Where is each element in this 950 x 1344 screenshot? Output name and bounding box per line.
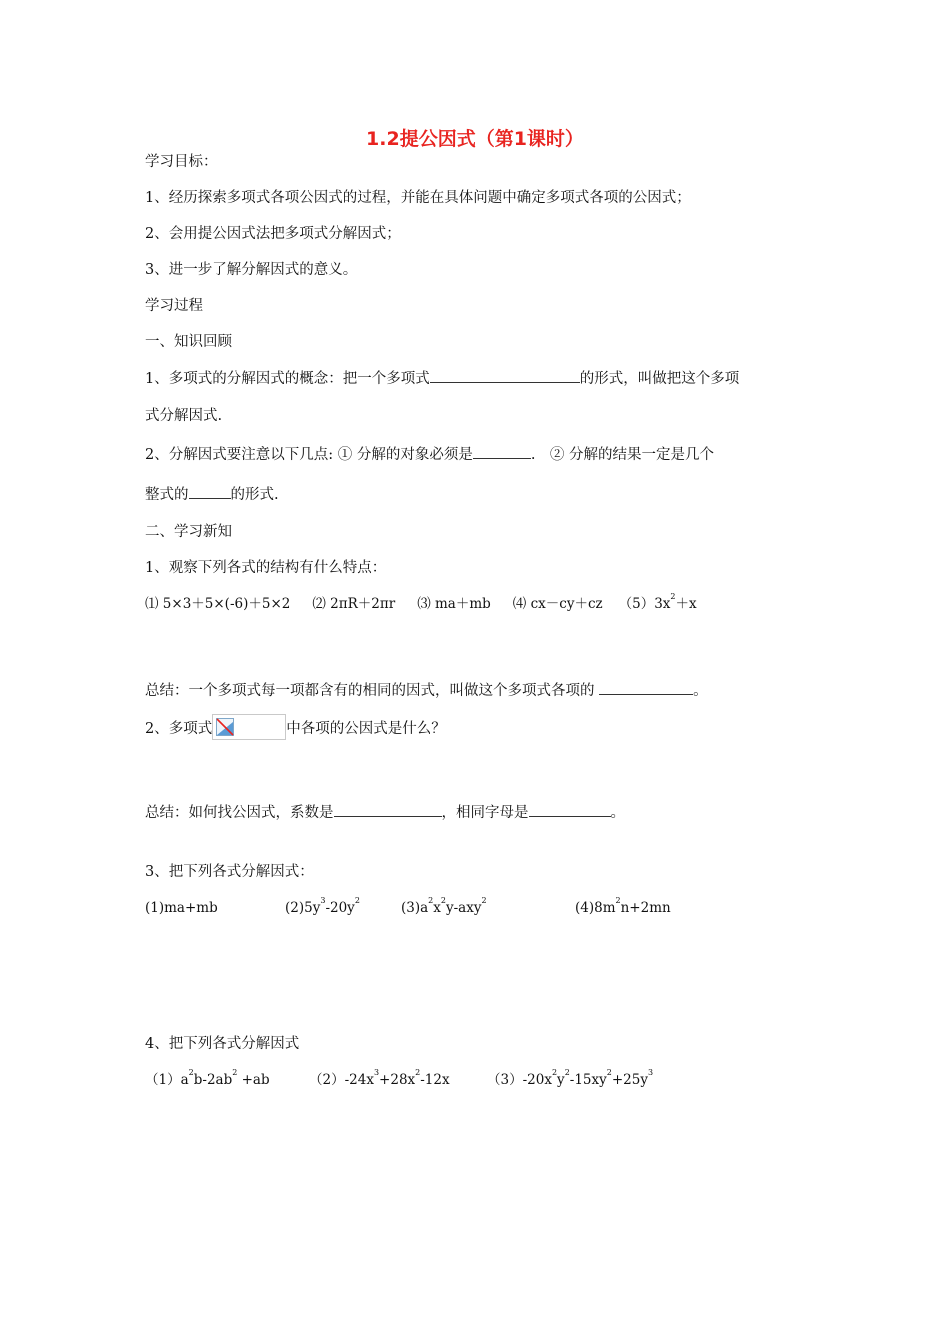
broken-image-placeholder: [212, 714, 286, 740]
summary2-text-b: ，相同字母是: [441, 805, 529, 821]
q1-expr-1: ⑴ 5×3＋5×(-6)＋5×2: [145, 596, 291, 612]
q1-expr-5: $(5)3x^2+x$: [618, 592, 697, 612]
fill-blank-4[interactable]: [599, 680, 693, 695]
q2-text-a: 2、多项式: [145, 721, 213, 737]
objectives-heading: 学习目标：: [145, 154, 218, 170]
fill-blank-6[interactable]: [529, 802, 611, 817]
q1-expressions: [145, 594, 825, 614]
summary-2: [145, 802, 825, 823]
summary1-text-a: 总结：一个多项式每一项都含有的相同的因式，叫做这个多项式各项的: [145, 683, 600, 699]
summary2-text-c: 。: [610, 805, 625, 821]
review1-text-a: 1、多项式的分解因式的概念：把一个多项式: [145, 371, 430, 387]
question-1: 1、观察下列各式的结构有什么特点：: [145, 560, 387, 576]
broken-image-icon: [216, 718, 234, 736]
question-2: [145, 716, 825, 742]
review2-cont: [145, 484, 825, 505]
fill-blank-5[interactable]: [334, 802, 442, 817]
q1-expr-2: ⑵ 2πR＋2πr: [312, 596, 396, 612]
q4-expressions: [145, 1070, 825, 1090]
q2-text-b: 中各项的公因式是什么？: [286, 721, 446, 737]
fill-blank-2[interactable]: [473, 444, 531, 459]
fill-blank-3[interactable]: [189, 484, 231, 499]
review2-cont-a: 整式的: [145, 487, 189, 503]
q3-expr-1: (1)ma+mb: [145, 900, 218, 916]
review2-text-a: 2、分解因式要注意以下几点: ① 分解的对象必须是: [145, 447, 473, 463]
q3-expr-2: $(2)5y^3-20y^2$: [285, 896, 360, 916]
review2-cont-b: 的形式.: [230, 487, 279, 503]
q1-expr-4: ⑷ cx－cy＋cz: [512, 596, 603, 612]
review-2: [145, 444, 825, 465]
summary-1: [145, 680, 825, 701]
question-4: 4、把下列各式分解因式: [145, 1036, 300, 1052]
summary1-text-b: 。: [693, 683, 708, 699]
section2-heading: 二、学习新知: [145, 524, 232, 540]
review-1: [145, 368, 825, 389]
objective-2: 2、会用提公因式法把多项式分解因式；: [145, 226, 401, 242]
review1-cont: 式分解因式.: [145, 408, 223, 424]
review1-text-b: 的形式，叫做把这个多项: [579, 371, 740, 387]
question-3: 3、把下列各式分解因式：: [145, 864, 314, 880]
summary2-text-a: 总结：如何找公因式，系数是: [145, 805, 334, 821]
q3-expressions: [145, 898, 825, 918]
section1-heading: 一、知识回顾: [145, 334, 232, 350]
q4-expr-2: $(2)-24x^3+28x^2-12x$: [309, 1068, 450, 1088]
objective-3: 3、进一步了解分解因式的意义。: [145, 262, 358, 278]
q1-expr-3: ⑶ ma＋mb: [417, 596, 491, 612]
q3-expr-4: $(4)8m^2n+2mn$: [575, 896, 671, 916]
page-title: 1.2提公因式（第1课时）: [366, 128, 584, 150]
review2-text-b: . ② 分解的结果一定是几个: [530, 447, 715, 463]
q4-expr-1: $(1)a^2b-2ab^2 +ab$: [145, 1068, 270, 1088]
process-heading: 学习过程: [145, 298, 203, 314]
q4-expr-3: $(3)-20x^2y^2-15xy^2+25y^3$: [487, 1068, 654, 1088]
q3-expr-3: $(3)a^2x^2y-axy^2$: [401, 896, 487, 916]
fill-blank-1[interactable]: [430, 368, 580, 383]
objective-1: 1、经历探索多项式各项公因式的过程，并能在具体问题中确定多项式各项的公因式；: [145, 190, 691, 206]
